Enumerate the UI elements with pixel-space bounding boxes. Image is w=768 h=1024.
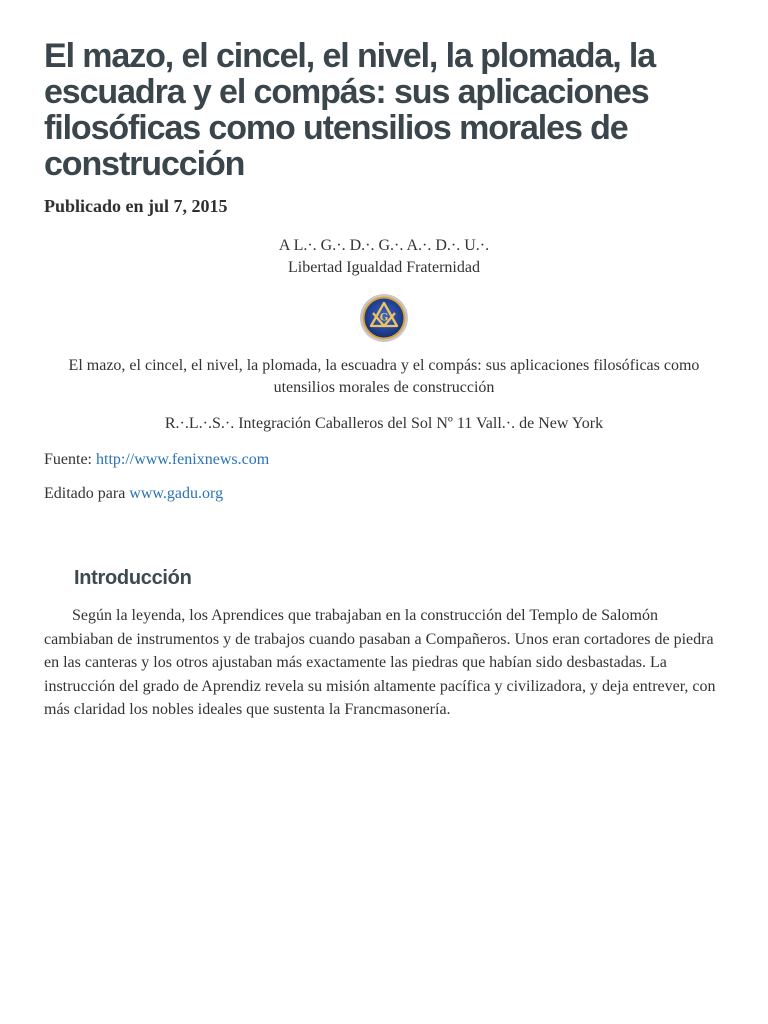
masonic-abbreviation: A L.·. G.·. D.·. G.·. A.·. D.·. U.·.: [278, 237, 490, 254]
lodge-name: R.·.L.·.S.·. Integración Caballeros del Sol Nº 11 Vall.·. de New York: [164, 415, 604, 432]
edited-label: Editado para: [44, 485, 130, 502]
svg-text:G: G: [379, 312, 389, 324]
edited-line: [44, 485, 724, 503]
page-title: El mazo, el cincel, el nivel, la plomada, la escuadra y el compás: sus aplicaciones filosóficas como utensilios morales de construcción: [44, 37, 656, 183]
square-and-compass-icon: [359, 293, 409, 343]
masonic-header: [44, 235, 724, 279]
edited-link[interactable]: www.gadu.org: [129, 485, 224, 502]
masonic-motto: Libertad Igualdad Fraternidad: [288, 259, 480, 276]
emblem-container: [44, 293, 724, 343]
source-line: [44, 451, 724, 469]
source-link[interactable]: http://www.fenixnews.com: [96, 451, 270, 468]
document-page: [44, 38, 724, 738]
section-heading: Introducción: [74, 567, 192, 589]
intro-paragraph: Según la leyenda, los Aprendices que trabajaban en la construcción del Templo de Salomón cambiaban de instrumentos y de trabajos cuando pasaban a Compañeros. Unos eran cortadores de piedra en las canteras y los otros ajustaban más exactamente las piedras que habían sido desbastadas. La instrucción del grado de Aprendiz revela su misión altamente pacífica y civilizadora, y deja entrever, con más claridad los nobles ideales que sustenta la Francmasonería.: [44, 607, 716, 718]
document-subtitle: El mazo, el cincel, el nivel, la plomada, la escuadra y el compás: sus aplicaciones filosóficas como utensilios morales de construcción: [68, 357, 700, 396]
publish-date: Publicado en jul 7, 2015: [44, 196, 228, 216]
source-label: Fuente:: [44, 451, 96, 468]
